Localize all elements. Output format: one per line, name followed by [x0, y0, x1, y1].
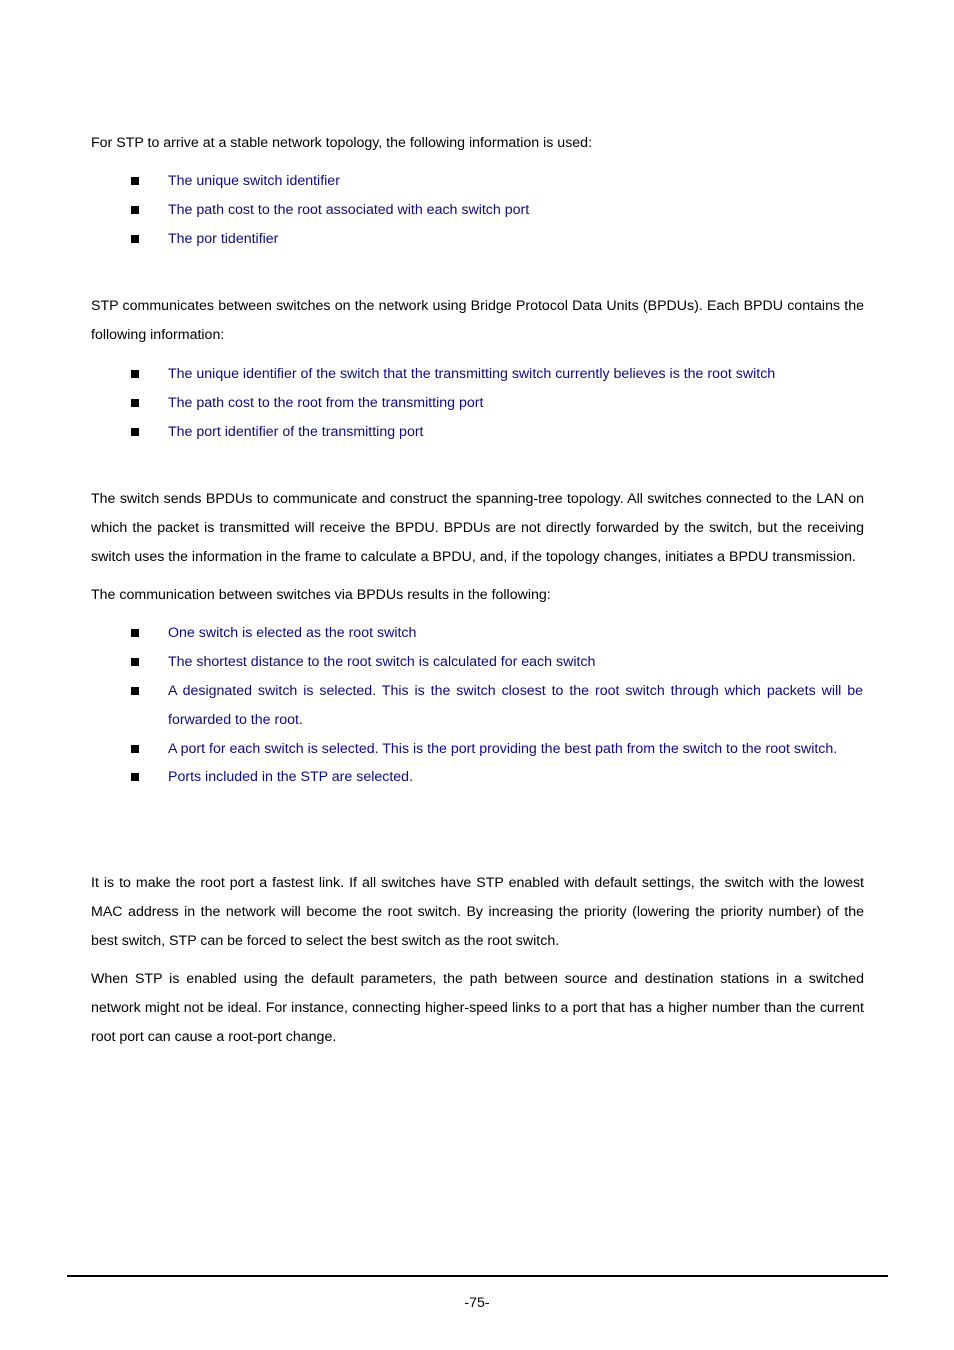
- bullet-text: The path cost to the root associated with each switch port: [168, 202, 530, 218]
- bullet-text: The por tidentifier: [168, 231, 279, 247]
- bullet-text: One switch is elected as the root switch: [168, 625, 417, 641]
- bpdu-paragraph: STP communicates between switches on the network using Bridge Protocol Data Units (BPDUs). Each BPDU contains the following information:: [91, 298, 864, 343]
- bullet-text: The unique switch identifier: [168, 173, 340, 189]
- intro-paragraph: For STP to arrive at a stable network topology, the following information is used:: [91, 135, 593, 151]
- bullet-text: Ports included in the STP are selected.: [168, 769, 414, 785]
- square-bullet-icon: [131, 428, 139, 436]
- bullet-text: The port identifier of the transmitting port: [168, 424, 424, 440]
- square-bullet-icon: [131, 629, 139, 637]
- square-bullet-icon: [131, 687, 139, 695]
- square-bullet-icon: [131, 235, 139, 243]
- bpdu-results-intro: The communication between switches via BPDUs results in the following:: [91, 587, 551, 603]
- square-bullet-icon: [131, 773, 139, 781]
- square-bullet-icon: [131, 177, 139, 185]
- footer-divider: [67, 1275, 888, 1277]
- bullet-text: A designated switch is selected. This is the switch closest to the root switch through which packets will be forwarded to the root.: [168, 683, 863, 728]
- bullet-text: A port for each switch is selected. This is the port providing the best path from the switch to the root switch.: [168, 741, 838, 757]
- square-bullet-icon: [131, 206, 139, 214]
- bullet-text: The unique identifier of the switch that the transmitting switch currently believes is the root switch: [168, 366, 776, 382]
- square-bullet-icon: [131, 745, 139, 753]
- bullet-text: The path cost to the root from the transmitting port: [168, 395, 484, 411]
- root-port-paragraph: It is to make the root port a fastest link. If all switches have STP enabled with default settings, the switch with the lowest MAC address in the network will become the root switch. By increasing the priority (lowering the priority number) of the best switch, STP can be forced to select the best switch as the root switch.: [91, 875, 864, 949]
- square-bullet-icon: [131, 658, 139, 666]
- default-parameters-paragraph: When STP is enabled using the default parameters, the path between source and destination stations in a switched network might not be ideal. For instance, connecting higher-speed links to a port that has a higher number than the current root port can cause a root-port change.: [91, 971, 864, 1045]
- square-bullet-icon: [131, 399, 139, 407]
- square-bullet-icon: [131, 370, 139, 378]
- page-number: -75-: [464, 1295, 490, 1311]
- bpdu-send-paragraph: The switch sends BPDUs to communicate and construct the spanning-tree topology. All switches connected to the LAN on which the packet is transmitted will receive the BPDU. BPDUs are not directly forwarded by the switch, but the receiving switch uses the information in the frame to calculate a BPDU, and, if the topology changes, initiates a BPDU transmission.: [91, 491, 864, 565]
- bullet-text: The shortest distance to the root switch is calculated for each switch: [168, 654, 596, 670]
